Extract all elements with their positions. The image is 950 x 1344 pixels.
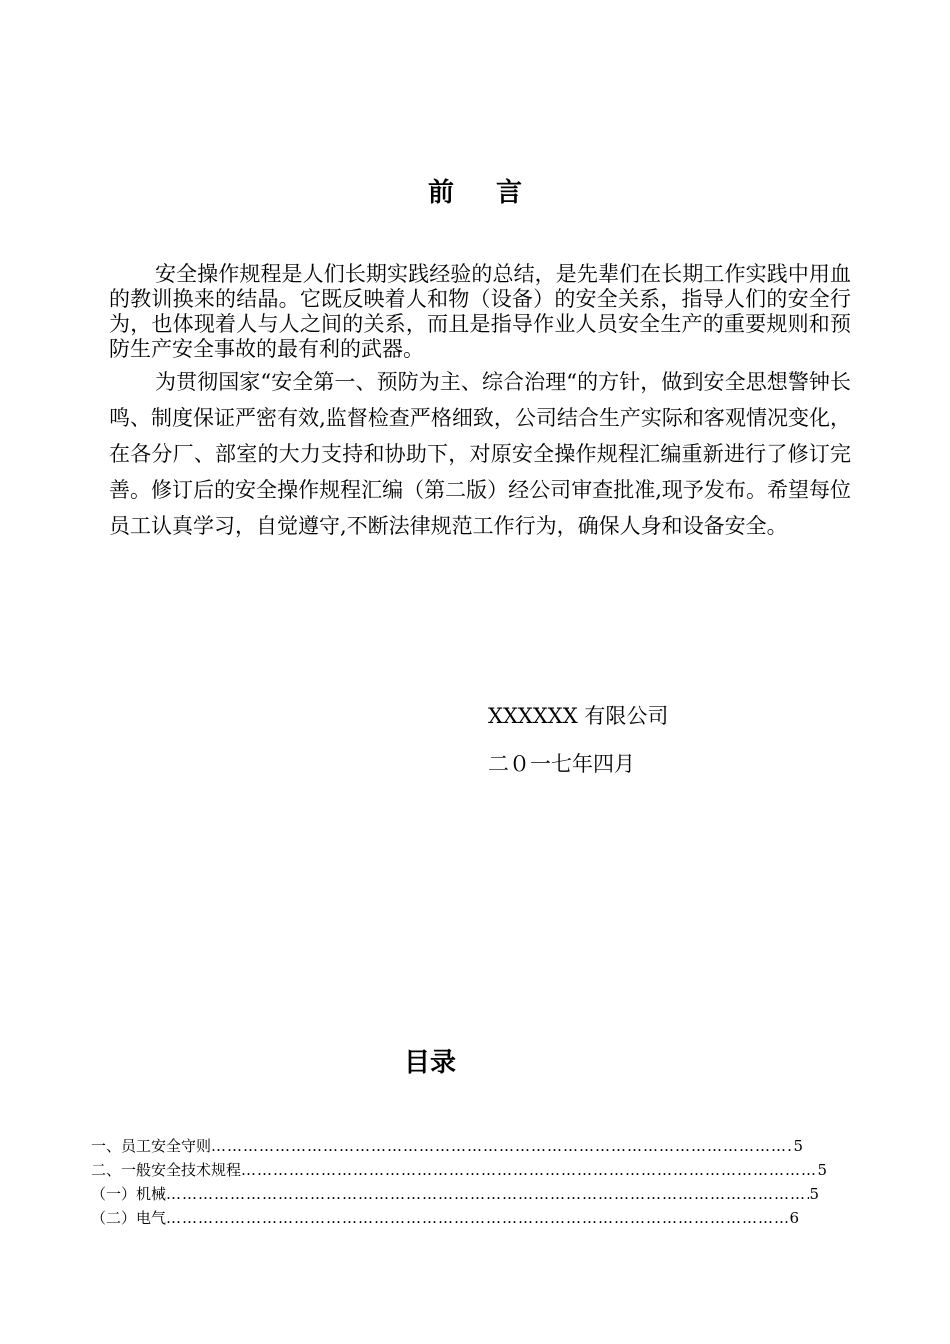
toc-entry-page: 5 [817,1161,827,1179]
table-of-contents [91,1135,851,1231]
toc-entry-page: 6 [789,1209,799,1227]
company-signature: XXXXXX 有限公司 [488,704,669,728]
toc-leader-dots [166,1209,789,1227]
toc-leader-dots [166,1185,809,1203]
toc-entry[interactable] [91,1135,803,1159]
toc-entry[interactable] [91,1159,827,1183]
toc-entry-label: 一、员工安全守则 [91,1137,212,1155]
toc-title: 目录 [403,1048,456,1078]
preface-paragraph-1: 安全操作规程是人们长期实践经验的总结，是先辈们在长期工作实践中用血的教训换来的结晶。它既反映着人和物（设备）的安全关系，指导人们的安全行为，也体现着人与人之间的关系，而且是指导作业人员安全生产的重要规则和预防生产安全事故的最有利的武器。 [109,262,851,361]
toc-entry[interactable] [91,1183,819,1207]
preface-title: 前言 [427,178,564,208]
signature-date: 二０一七年四月 [488,752,635,776]
toc-leader-dots [211,1137,793,1155]
toc-entry-label: 二、一般安全技术规程 [91,1161,242,1179]
toc-entry-label: （二）电气 [91,1209,167,1227]
toc-entry-page: 5 [809,1185,819,1203]
preface-paragraph-2: 为贯彻国家“安全第一、预防为主、综合治理“的方针，做到安全思想警钟长鸣、制度保证严密有效,监督检查严格细致，公司结合生产实际和客观情况变化，在各分厂、部室的大力支持和协助下，对原安全操作规程汇编重新进行了修订完善。修订后的安全操作规程汇编（第二版）经公司审查批准,现予发布。希望每位员工认真学习，自觉遵守,不断法律规范工作行为，确保人身和设备安全。 [109,370,851,538]
toc-entry[interactable] [91,1207,799,1231]
toc-entry-page: 5 [793,1137,803,1155]
toc-entry-label: （一）机械 [91,1185,167,1203]
toc-leader-dots [241,1161,817,1179]
